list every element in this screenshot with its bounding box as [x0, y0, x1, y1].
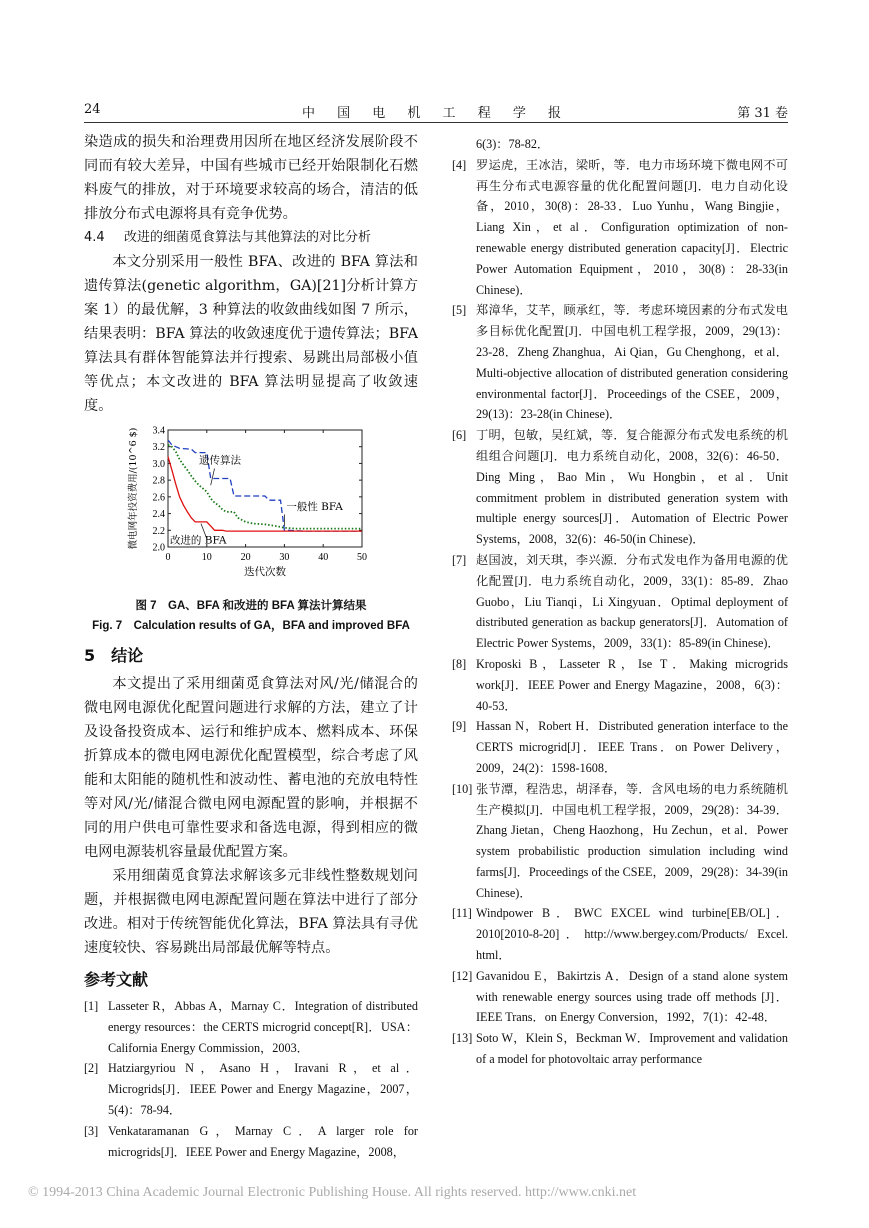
plot-frame	[168, 430, 362, 547]
reference-number: [1]	[84, 999, 99, 1013]
figure-caption-cn: 图 7 GA、BFA 和改进的 BFA 算法计算结果	[135, 600, 367, 612]
left-column	[84, 130, 418, 1162]
reference-item	[452, 300, 788, 425]
copyright-footer: © 1994-2013 China Academic Journal Electronic Publishing House. All rights reserved. http://www.cnki.net	[28, 1185, 637, 1200]
reference-item	[452, 903, 788, 965]
y-tick-label: 2.4	[152, 509, 165, 521]
paragraph-pollution: 染造成的损失和治理费用因所在地区经济发展阶段不同而有较大差异，中国有些城市已经开始限制化石燃料废气的排放，对于环境要求较高的场合，清洁的低排放分布式电源将具有竞争优势。	[84, 134, 418, 222]
reference-number: [7]	[452, 552, 467, 567]
section-4-4-heading	[84, 226, 418, 250]
reference-text: Soto W，Klein S，Beckman W．Improvement and validation of a model for photovoltaic array performance	[476, 1031, 788, 1067]
reference-item	[84, 1058, 418, 1120]
reference-item	[452, 155, 788, 301]
reference-item	[84, 1121, 418, 1163]
reference-text: 赵国波，刘天琪，李兴源．分布式发电作为备用电源的优化配置[J]．电力系统自动化，2009，33(1)：85-89．Zhao Guobo，Liu Tianqi，Li Xingyuan．Optimal deployment of distributed generation as backup generators[J]．Automation of Electric Power Systems，2009，33(1)：85-89(in Chinese)．	[476, 552, 788, 651]
reference-item	[452, 966, 788, 1028]
reference-text: Hatziargyriou N，Asano H，Iravani R，et al．Microgrids[J]．IEEE Power and Energy Magazine，2007，5(4)：78-94．	[108, 1061, 418, 1117]
y-axis-label: 微电网年投资费用/(10^6 $)	[128, 427, 139, 550]
references-list-left	[84, 996, 418, 1162]
reference-number: [2]	[84, 1061, 99, 1076]
reference-item	[452, 134, 788, 155]
reference-item	[452, 550, 788, 654]
references-heading: 参考文献	[84, 970, 149, 989]
figure-caption-en: Fig. 7 Calculation results of GA，BFA and improved BFA	[92, 620, 410, 632]
annotation-label: 遗传算法	[199, 454, 242, 467]
reference-text: Gavanidou E，Bakirtzis A．Design of a stand alone system with renewable energy sources using trade off methods [J]．IEEE Trans．on Energy Conversion，1992，7(1)：42-48．	[476, 968, 788, 1025]
reference-number: [8]	[452, 656, 467, 671]
y-tick-label: 3.2	[152, 442, 165, 454]
y-tick-label: 2.6	[152, 492, 165, 504]
x-axis-label: 迭代次数	[244, 566, 286, 578]
figure-7	[84, 424, 418, 592]
reference-item	[452, 1028, 788, 1070]
reference-number: [10]	[452, 781, 473, 796]
running-header	[84, 102, 788, 122]
section-5-heading: 5 结论	[84, 646, 144, 665]
reference-number: [6]	[452, 428, 467, 443]
x-tick-label: 0	[165, 552, 171, 563]
series-line-1	[168, 445, 362, 529]
journal-name: 中 国 电 机 工 程 学 报	[302, 106, 570, 121]
y-tick-label: 2.2	[152, 525, 165, 537]
right-column	[452, 134, 788, 1070]
reference-text: Venkataramanan G，Marnay C．A larger role for microgrids[J]．IEEE Power and Energy Magazine，2008，	[108, 1123, 418, 1159]
y-tick-label: 3.4	[152, 425, 165, 437]
reference-number: [13]	[452, 1031, 473, 1046]
reference-item	[84, 996, 418, 1058]
reference-number: [4]	[452, 157, 467, 172]
header-rule	[84, 122, 788, 123]
reference-number	[452, 134, 476, 155]
y-tick-label: 3.0	[152, 458, 165, 470]
reference-text: 罗运虎，王冰洁，梁昕，等．电力市场环境下微电网不可再生分布式电源容量的优化配置问题[J]．电力自动化设备，2010，30(8)：28-33．Luo Yunhu，Wang Bingjie，Liang Xin，et al．Configuration optimization of non-renewable energy distributed generation capacity[J]．Electric Power Automation Equipment，2010，30(8)：28-33(in Chinese)．	[476, 157, 788, 297]
reference-number: [11]	[452, 906, 472, 921]
x-tick-label: 20	[240, 552, 251, 563]
section-title: 改进的细菌觅食算法与其他算法的对比分析	[124, 230, 372, 245]
series-line-2	[168, 457, 362, 531]
reference-text: 丁明，包敏，吴红斌，等．复合能源分布式发电系统的机组组合问题[J]．电力系统自动化，2008，32(6)：46-50．Ding Ming，Bao Min，Wu Hongbin，et al．Unit commitment problem in distributed generation system with multiple energy sources[J]．Automation of Electric Power Systems，2008，32(6)：46-50(in Chinese)．	[476, 428, 788, 547]
reference-number: [12]	[452, 968, 473, 983]
x-tick-label: 10	[201, 552, 212, 563]
y-tick-label: 2.0	[152, 542, 165, 554]
y-tick-label: 2.8	[152, 475, 165, 487]
paragraph-conclusion-2: 采用细菌觅食算法求解该多元非线性整数规划问题，并根据微电网电源配置问题在算法中进行了部分改进。相对于传统智能优化算法，BFA 算法具有寻优速度较快、容易跳出局部最优解等特点。	[84, 868, 418, 956]
annotation-label: 一般性 BFA	[286, 501, 343, 514]
volume-label: 第 31 卷	[737, 106, 788, 121]
reference-number: [9]	[452, 719, 467, 734]
reference-number: [5]	[452, 303, 467, 318]
reference-text: 张节潭，程浩忠，胡泽春，等．含风电场的电力系统随机生产模拟[J]．中国电机工程学报，2009，29(28)：34-39．Zhang Jietan，Cheng Haozhong，Hu Zechun，et al．Power system probabilistic production simulation including wind farms[J]．Proceedings of the CSEE，2009，29(28)：34-39(in Chinese)．	[476, 781, 788, 900]
reference-text: Windpower B．BWC EXCEL wind turbine[EB/OL]．2010[2010-8-20]．http://www.bergey.com/Products/ Excel. html．	[476, 906, 788, 963]
annotation-leader	[211, 468, 215, 485]
reference-item	[452, 654, 788, 716]
x-tick-label: 30	[279, 552, 290, 563]
reference-text: 郑漳华，艾芊，顾承红，等．考虑环境因素的分布式发电多目标优化配置[J]．中国电机工程学报，2009，29(13)：23-28．Zheng Zhanghua，Ai Qian，Gu Chenghong，et al．Multi-objective allocation of distributed generation considering environmental factor[J]．Proceedings of the CSEE，2009，29(13)：23-28(in Chinese)．	[476, 303, 788, 422]
references-list-right	[452, 134, 788, 1070]
page-number: 24	[84, 102, 101, 117]
reference-item	[452, 779, 788, 904]
paragraph-comparison: 本文分别采用一般性 BFA、改进的 BFA 算法和遗传算法(genetic algorithm，GA)[21]分析计算方案 1）的最优解，3 种算法的收敛曲线如图 7 所示，结果表明：BFA 算法的收敛速度优于遗传算法；BFA 算法具有群体智能算法并行搜索、易跳出局部极小值等优点；本文改进的 BFA 算法明显提高了收敛速度。	[84, 254, 418, 414]
reference-text: Lasseter R，Abbas A，Marnay C．Integration of distributed energy resources：the CERTS microgrid concept[R]．USA：California Energy Commission，2003．	[108, 999, 418, 1055]
reference-item	[452, 425, 788, 550]
convergence-chart	[84, 424, 418, 592]
x-tick-label: 50	[357, 552, 367, 563]
reference-text: Kroposki B，Lasseter R，Ise T．Making microgrids work[J]．IEEE Power and Energy Magazine，2008，6(3)：40-53．	[476, 656, 788, 713]
series-line-0	[168, 440, 362, 531]
annotation-label: 改进的 BFA	[169, 534, 227, 547]
reference-item	[452, 716, 788, 778]
reference-text: 6(3)：78-82．	[476, 137, 550, 151]
section-number: 4.4	[84, 230, 105, 245]
x-tick-label: 40	[318, 552, 329, 563]
reference-number: [3]	[84, 1123, 99, 1138]
reference-text: Hassan N，Robert H．Distributed generation interface to the CERTS microgrid[J]．IEEE Trans．on Power Delivery，2009，24(2)：1598-1608．	[476, 719, 788, 775]
paragraph-conclusion-1: 本文提出了采用细菌觅食算法对风/光/储混合的微电网电源优化配置问题进行求解的方法，建立了计及设备投资成本、运行和维护成本、燃料成本、环保折算成本的微电网电源优化配置模型，综合考虑了风能和太阳能的随机性和波动性、蓄电池的充放电特性等对风/光/储混合微电网电源配置的影响，并根据不同的用户供电可靠性要求和备选电源，得到相应的微电网电源装机容量最优配置方案。	[84, 676, 418, 860]
